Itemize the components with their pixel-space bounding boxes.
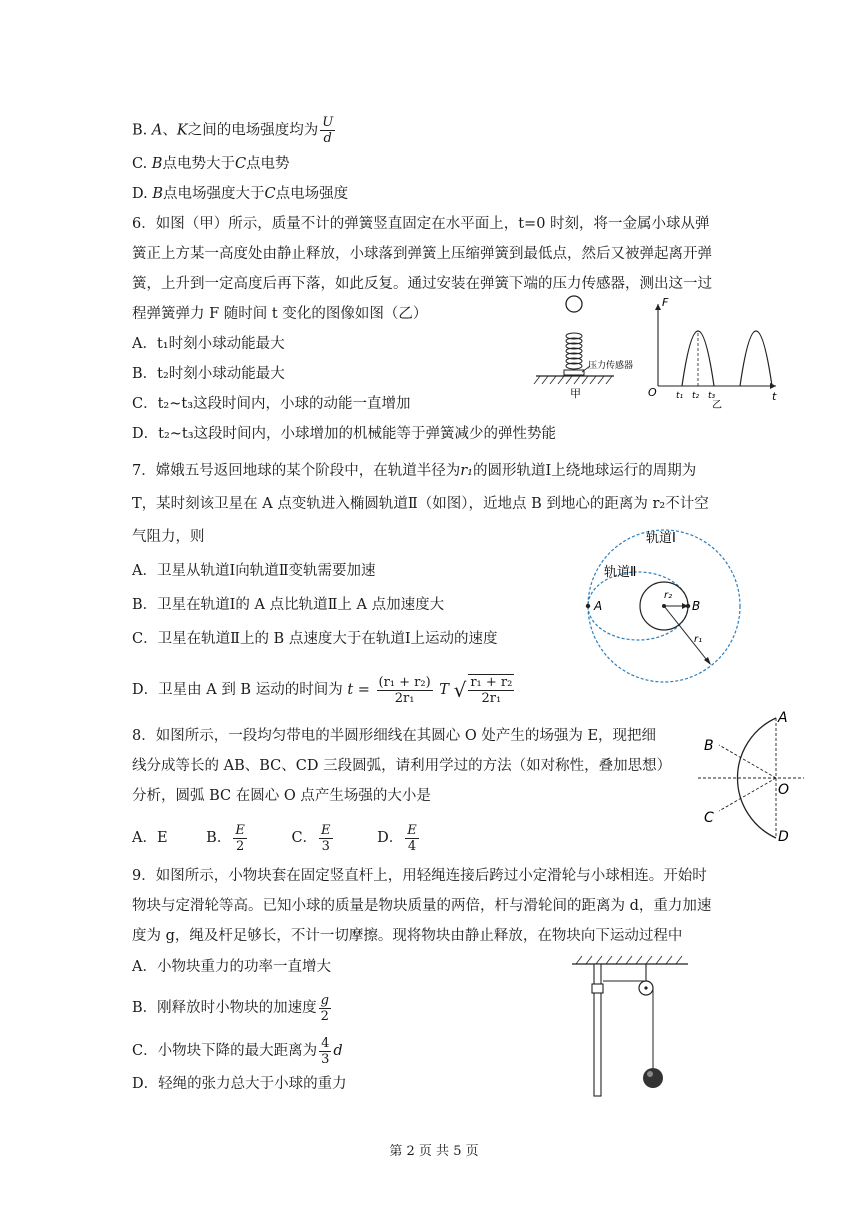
f-axis-label: F	[662, 296, 669, 309]
q6-line-2: 簧正上方某一高度处由静止释放，小球落到弹簧上压缩弹簧到最低点，然后又被弹起离开弹	[132, 246, 712, 262]
q7-line-3: 气阻力，则	[132, 529, 205, 545]
q6-option-d: D．t₂~t₃这段时间内，小球增加的机械能等于弹簧减少的弹性势能	[132, 426, 557, 442]
page-footer: 第 2 页 共 5 页	[389, 1144, 479, 1159]
q7-option-a: A．卫星从轨道Ⅰ向轨道Ⅱ变轨需要加速	[132, 563, 376, 579]
r2-label: r₂	[664, 590, 673, 601]
t2-label: t₂	[692, 391, 700, 401]
q6-line-1: 6．如图（甲）所示，质量不计的弹簧竖直固定在水平面上，t=0 时刻，将一金属小球从弹	[132, 216, 710, 232]
q8-line-2: 线分成等长的 AB、BC、CD 三段圆弧，请利用学过的方法（如对称性，叠加思想）	[132, 758, 672, 774]
oc-line	[719, 778, 776, 811]
q5-option-c: C. B点电势大于C点电势	[132, 156, 290, 172]
q8-option-d: D． $\frac{E}{4}$	[377, 822, 417, 854]
ob-line	[719, 745, 776, 778]
q8-options	[132, 818, 421, 858]
orbit-1-label: 轨道Ⅰ	[646, 531, 676, 546]
q7-option-b: B．卫星在轨道Ⅰ的 A 点比轨道Ⅱ上 A 点加速度大	[132, 597, 445, 613]
q6-option-c: C．t₂~t₃这段时间内，小球的动能一直增加	[132, 396, 411, 412]
sqrt-icon: √	[453, 678, 467, 702]
q9-line-1: 9．如图所示，小物块套在固定竖直杆上，用轻绳连接后跨过小定滑轮与小球相连。开始时	[132, 868, 707, 884]
ball-icon	[643, 1068, 663, 1088]
origin-label: O	[648, 386, 657, 399]
orbit-figure	[584, 524, 744, 684]
label-d: D	[778, 829, 789, 845]
q8-option-c: C． $\frac{E}{3}$	[291, 822, 331, 854]
q6-option-b: B．t₂时刻小球动能最大	[132, 366, 285, 382]
point-a	[586, 604, 590, 608]
force-time-graph	[646, 292, 786, 410]
q5-option-d: D. B点电场强度大于C点电场强度	[132, 186, 349, 202]
q9-option-c: C．小物块下降的最大距离为 $\frac{4}{3}$ d	[132, 1035, 343, 1067]
ground-hatching	[534, 376, 612, 384]
q6-line-4: 程弹簧弹力 F 随时间 t 变化的图像如图（乙）	[132, 306, 428, 322]
time-fraction: $\frac{\text{(r₁ + r₂)}}{\text{2r₁}}$	[378, 674, 431, 706]
semicircle-figure	[698, 706, 808, 846]
u-over-d-fraction: $\frac{U}{d}$	[322, 115, 334, 146]
q8-option-b: B． $\frac{E}{2}$	[206, 822, 245, 854]
spring-icon	[566, 333, 582, 369]
q8-line-1: 8．如图所示，一段均匀带电的半圆形细线在其圆心 O 处产生的场强为 E，现把细	[132, 728, 657, 744]
sqrt-fraction: $\frac{\text{r₁ + r₂}}{\text{2r₁}}$	[470, 675, 513, 706]
sensor-label: 压力传感器	[588, 361, 634, 371]
q9-option-a: A．小物块重力的功率一直增大	[132, 959, 331, 975]
q8-option-a: A．E	[132, 830, 168, 846]
t-axis-label: t	[772, 390, 777, 403]
second-pulse	[740, 331, 772, 386]
q7-line-2: T，某时刻该卫星在 A 点变轨进入椭圆轨道Ⅱ（如图），近地点 B 到地心的距离为 r₂不计空	[132, 496, 709, 512]
a-label: A	[594, 599, 603, 613]
orbit-2-label: 轨道Ⅱ	[604, 565, 637, 580]
ceiling-hatching	[576, 956, 682, 964]
t3-label: t₃	[708, 391, 716, 401]
q7-option-d: D．卫星由 A 到 B 运动的时间为 t = $\frac{\text{(r₁ + r₂)}}{\text{2r₁}}$ T √ $\frac{\text{r₁ + r₂}}{\text{2r₁}}$	[132, 672, 516, 708]
q9-line-3: 度为 g，绳及杆足够长，不计一切摩擦。现将物块由静止释放，在物块向下运动过程中	[132, 928, 683, 944]
label-o: O	[778, 782, 790, 798]
sensor-block	[564, 370, 584, 375]
spring-figure	[532, 292, 642, 410]
t1-label: t₁	[676, 391, 684, 401]
slider-block	[592, 984, 603, 993]
pulley-figure	[568, 954, 692, 1099]
b-label: B	[692, 599, 701, 613]
q9-line-2: 物块与定滑轮等高。已知小球的质量是物块质量的两倍，杆与滑轮间的距离为 d，重力加速	[132, 898, 712, 914]
label-a: A	[778, 710, 788, 726]
q7-option-c: C．卫星在轨道Ⅱ上的 B 点速度大于在轨道Ⅰ上运动的速度	[132, 631, 498, 647]
yi-label: 乙	[712, 400, 722, 410]
jia-label: 甲	[570, 387, 581, 400]
q7-line-1: 7．嫦娥五号返回地球的某个阶段中，在轨道半径为r₁的圆形轨道Ⅰ上绕地球运行的周期为	[132, 463, 697, 479]
q9-option-d: D．轻绳的张力总大于小球的重力	[132, 1076, 347, 1092]
r1-label: r₁	[694, 634, 703, 645]
ball-icon	[566, 296, 582, 312]
q8-line-3: 分析，圆弧 BC 在圆心 O 点产生场强的大小是	[132, 788, 431, 804]
label-c: C	[704, 810, 714, 826]
q9-option-b: B．刚释放时小物块的加速度 $\frac{g}{2}$	[132, 992, 329, 1024]
q6-line-3: 簧，上升到一定高度后再下落，如此反复。通过安装在弹簧下端的压力传感器，测出这一过	[132, 276, 712, 292]
q6-option-a: A．t₁时刻小球动能最大	[132, 336, 285, 352]
label-b: B	[704, 738, 714, 754]
q5-option-b: B. A、K之间的电场强度均为 $\frac{U}{d}$	[132, 115, 334, 146]
